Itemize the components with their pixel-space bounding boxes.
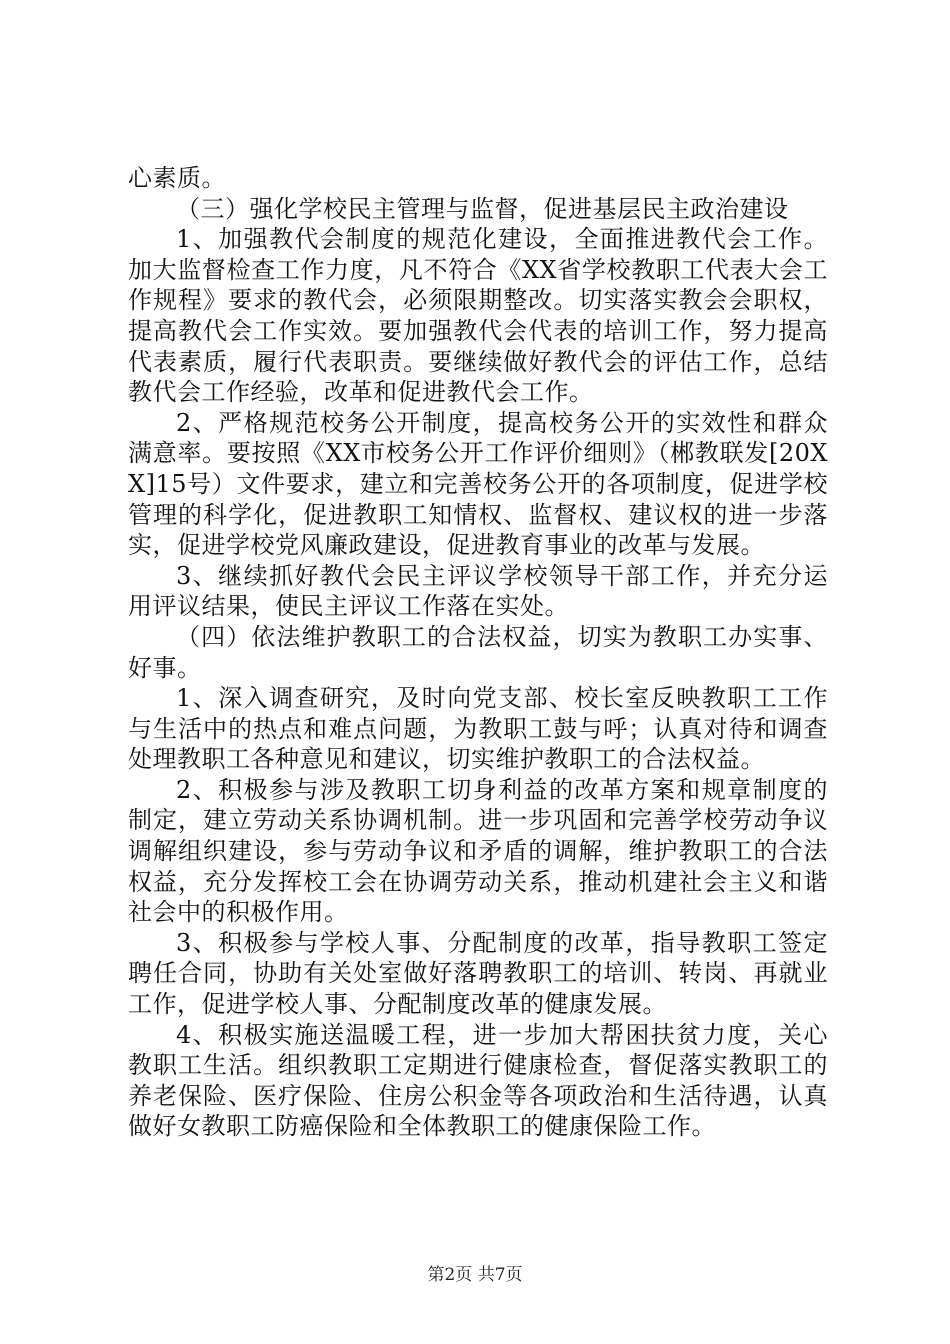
paragraph-item-3-3: 3、继续抓好教代会民主评议学校领导干部工作，并充分运用评议结果，使民主评议工作落在实处。	[128, 561, 828, 621]
paragraph-item-3-2: 2、严格规范校务公开制度，提高校务公开的实效性和群众满意率。要按照《XX市校务公开工作评价细则》（郴教联发[20XX]15号）文件要求，建立和完善校务公开的各项制度，促进学校管理的科学化，促进教职工知情权、监督权、建议权的进一步落实，促进学校党风廉政建设，促进教育事业的改革与发展。	[128, 408, 828, 560]
section-heading-four: （四）依法维护教职工的合法权益，切实为教职工办实事、好事。	[128, 622, 828, 682]
paragraph-item-4-2: 2、积极参与涉及教职工切身利益的改革方案和规章制度的制定，建立劳动关系协调机制。进一步巩固和完善学校劳动争议调解组织建设，参与劳动争议和矛盾的调解，维护教职工的合法权益，充分发挥校工会在协调劳动关系，推动机建社会主义和谐社会中的积极作用。	[128, 775, 828, 927]
paragraph-item-3-1: 1、加强教代会制度的规范化建设，全面推进教代会工作。加大监督检查工作力度，凡不符合《XX省学校教职工代表大会工作规程》要求的教代会，必须限期整改。切实落实教会会职权，提高教代会工作实效。要加强教代会代表的培训工作，努力提高代表素质，履行代表职责。要继续做好教代会的评估工作，总结教代会工作经验，改革和促进教代会工作。	[128, 225, 828, 407]
paragraph-item-4-4: 4、积极实施送温暖工程，进一步加大帮困扶贫力度，关心教职工生活。组织教职工定期进行健康检查，督促落实教职工的养老保险、医疗保险、住房公积金等各项政治和生活待遇，认真做好女教职工防癌保险和全体教职工的健康保险工作。	[128, 1020, 828, 1141]
paragraph-continuation: 心素质。	[128, 164, 226, 192]
page-number-footer: 第2页 共7页	[427, 1265, 523, 1285]
paragraph-item-4-1: 1、深入调查研究，及时向党支部、校长室反映教职工工作与生活中的热点和难点问题，为教职工鼓与呼；认真对待和调查处理教职工各种意见和建议，切实维护教职工的合法权益。	[128, 684, 828, 774]
paragraph-item-4-3: 3、积极参与学校人事、分配制度的改革，指导教职工签定聘任合同，协助有关处室做好落聘教职工的培训、转岗、再就业工作，促进学校人事、分配制度改革的健康发展。	[128, 928, 828, 1019]
section-heading-three: （三）强化学校民主管理与监督，促进基层民主政治建设	[176, 194, 789, 223]
document-body	[128, 163, 828, 1142]
